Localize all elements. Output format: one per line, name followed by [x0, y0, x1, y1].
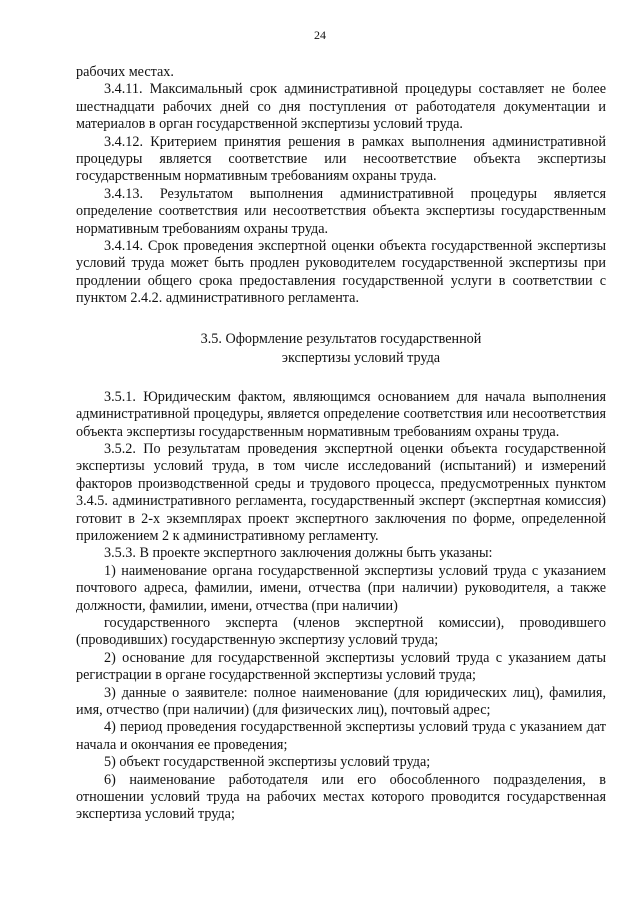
- list-item-3: 3) данные о заявителе: полное наименование (для юридических лиц), фамилия, имя, отчество (при наличии) (для физических лиц), почтовый адрес;: [76, 684, 606, 718]
- page-number: 24: [314, 28, 326, 42]
- paragraph-3-4-12: 3.4.12. Критерием принятия решения в рамках выполнения административной процедуры является соответствие или несоответствие объекта экспертизы государственным нормативным требованиям охраны труда.: [76, 133, 606, 185]
- paragraph-3-5-2: 3.5.2. По результатам проведения экспертной оценки объекта государственной экспертизы условий труда, в том числе исследований (испытаний) и измерений факторов производственной среды и трудового процесса, предусмотренных пунктом 3.4.5. административного регламента, государственный эксперт (экспертная комиссия) готовит в 2-х экземплярах проект экспертного заключения по форме, определенной приложением 2 к административному регламенту.: [76, 440, 606, 544]
- paragraph-3-4-11: 3.4.11. Максимальный срок административной процедуры составляет не более шестнадцати рабочих дней со дня поступления от работодателя документации и материалов в орган государственной экспертизы условий труда.: [76, 81, 606, 133]
- list-item-4: 4) период проведения государственной экспертизы условий труда с указанием дат начала и окончания ее проведения;: [76, 719, 606, 753]
- section-heading-line-1: 3.5. Оформление результатов государственной: [200, 330, 482, 347]
- list-item-1-continuation: государственного эксперта (членов экспертной комиссии), проводившего (проводивших) государственную экспертизу условий труда;: [76, 614, 606, 649]
- list-item-1: 1) наименование органа государственной экспертизы условий труда с указанием почтового адреса, фамилии, имени, отчества (при наличии) руководителя, а также должности, фамилии, имени, отчества (при наличии): [76, 562, 606, 614]
- section-heading-line-2: экспертизы условий труда: [281, 349, 441, 366]
- paragraph-3-5-1: 3.5.1. Юридическим фактом, являющимся основанием для начала выполнения административной процедуры, является определение соответствия или несоответствия объекта экспертизы государственным нормативным требованиям охраны труда.: [76, 388, 606, 440]
- section-heading: [76, 330, 606, 368]
- list-item-5: 5) объект государственной экспертизы условий труда;: [104, 754, 431, 771]
- list-item-2: 2) основание для государственной экспертизы условий труда с указанием даты регистрации в органе государственной экспертизы условий труда;: [76, 649, 606, 684]
- document-body: [76, 64, 606, 824]
- list-item-6: 6) наименование работодателя или его обособленного подразделения, в отношении условий труда на рабочих местах которого проводится государственная экспертиза условий труда;: [76, 771, 606, 823]
- paragraph-3-4-14: 3.4.14. Срок проведения экспертной оценки объекта государственной экспертизы условий труда может быть продлен руководителем государственной экспертизы при продлении общего срока предоставления государственной услуги в соответствии с пунктом 2.4.2. административного регламента.: [76, 238, 606, 307]
- paragraph-3-5-3: 3.5.3. В проекте экспертного заключения должны быть указаны:: [104, 545, 493, 562]
- paragraph-3-4-13: 3.4.13. Результатом выполнения административной процедуры является определение соответствия или несоответствия объекта экспертизы государственным нормативным требованиям охраны труда.: [76, 185, 606, 237]
- continuation-text: рабочих местах.: [76, 64, 174, 80]
